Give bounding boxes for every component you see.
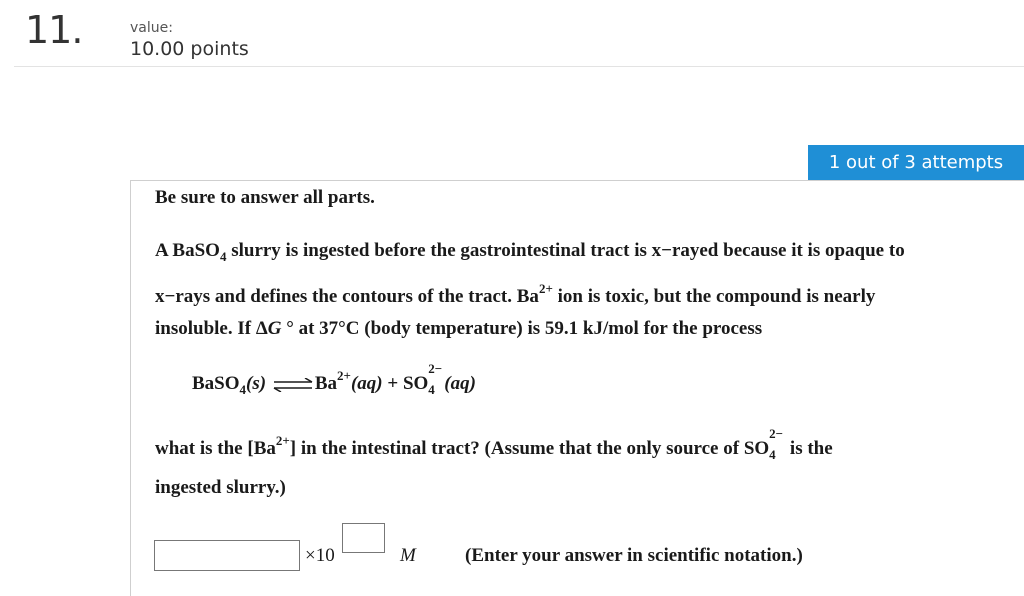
eq-product2-sup: 2− <box>428 361 443 376</box>
p2-sup: 2+ <box>538 281 553 296</box>
eq-reactant: BaSO <box>192 373 240 394</box>
unit-label: M <box>400 545 416 566</box>
question-paragraph-line-2 <box>155 281 876 308</box>
q-sub: 4 <box>769 447 776 462</box>
q-sup: 2+ <box>275 433 290 448</box>
p2-post: ion is toxic, but the compound is nearly <box>552 286 876 307</box>
p3-g: G <box>267 318 282 339</box>
q-pre: what is the [Ba <box>155 438 276 459</box>
q-mid: ] in the intestinal tract? (Assume that the only source of SO <box>289 438 770 459</box>
instruction-text: Be sure to answer all parts. <box>155 187 375 208</box>
q-so4-script <box>769 426 784 462</box>
question-paragraph-line-3 <box>155 318 762 340</box>
eq-product1-sup: 2+ <box>337 368 351 383</box>
p3-deg: ° <box>281 318 294 339</box>
mantissa-input[interactable] <box>154 540 300 571</box>
p3-pre: insoluble. If Δ <box>155 318 268 339</box>
eq-product2: SO <box>402 373 429 394</box>
eq-product2-script <box>428 361 443 397</box>
attempts-badge: 1 out of 3 attempts <box>808 145 1024 180</box>
answer-hint: (Enter your answer in scientific notation.) <box>465 545 803 566</box>
q-sup2: 2− <box>769 426 784 441</box>
eq-reactant-state: (s) <box>246 373 267 394</box>
equilibrium-arrow-icon <box>273 378 313 392</box>
eq-product2-state: (aq) <box>444 373 476 394</box>
p1-sub: 4 <box>219 249 227 264</box>
p1-pre: A BaSO <box>155 240 220 261</box>
question-ask-line-2: ingested slurry.) <box>155 477 286 498</box>
header-divider <box>14 66 1024 67</box>
reaction-equation <box>192 361 476 397</box>
value-label: value: <box>130 20 173 36</box>
p2-pre: x−rays and defines the contours of the tract. Ba <box>155 286 539 307</box>
eq-product1-state: (aq) <box>350 373 383 394</box>
question-ask-line-1 <box>155 426 833 462</box>
p3-post: at 37°C (body temperature) is 59.1 kJ/mol for the process <box>293 318 763 339</box>
q-post: is the <box>785 438 833 459</box>
eq-plus: + <box>382 373 403 394</box>
times-ten-label: ×10 <box>305 545 335 566</box>
eq-product1: Ba <box>314 373 338 394</box>
question-number: 11. <box>25 8 83 52</box>
p1-post: slurry is ingested before the gastrointestinal tract is x−rayed because it is opaque to <box>226 240 905 261</box>
eq-product2-sub: 4 <box>428 382 435 397</box>
eq-reactant-sub: 4 <box>239 382 247 397</box>
exponent-input[interactable] <box>342 523 385 553</box>
question-paragraph-line-1 <box>155 240 905 262</box>
value-points: 10.00 points <box>130 38 249 60</box>
